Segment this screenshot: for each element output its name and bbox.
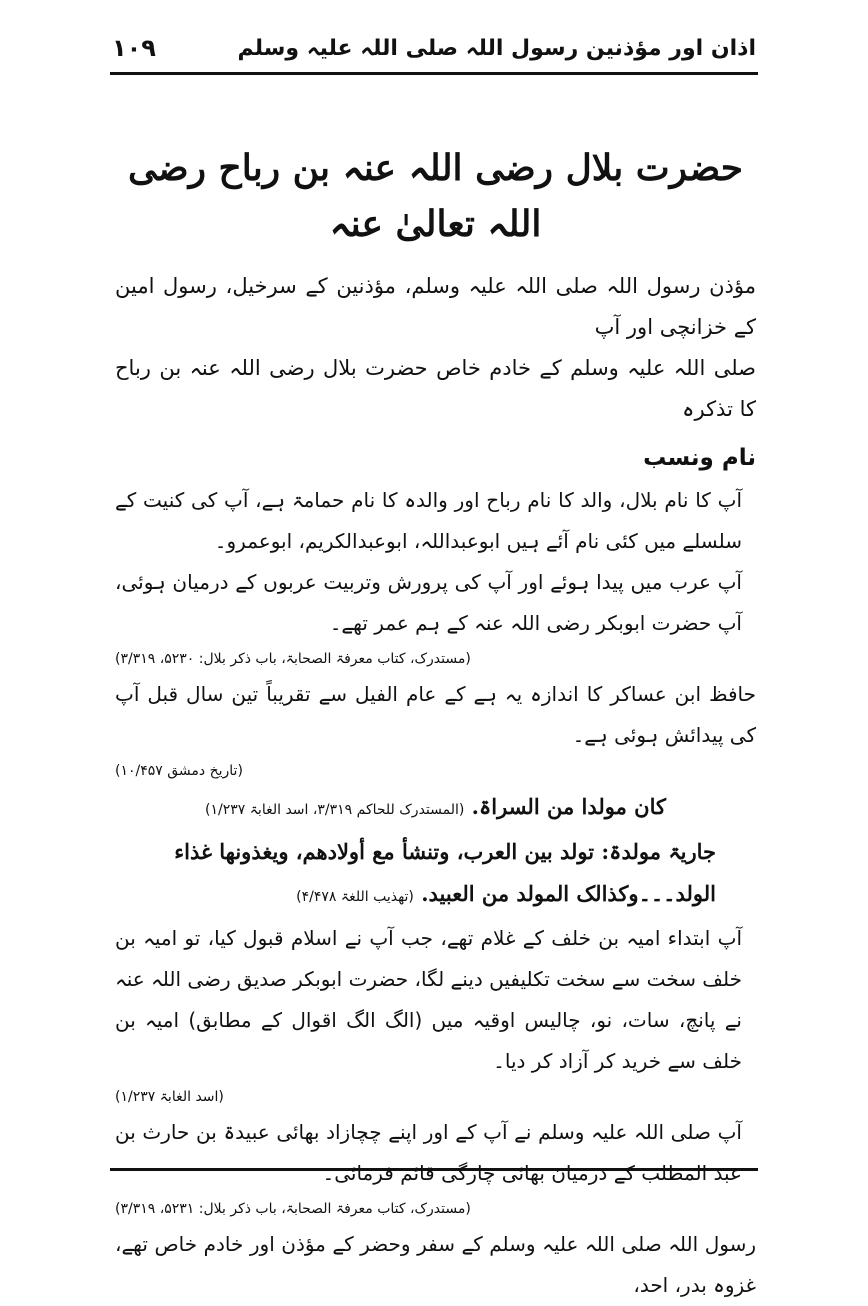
running-title: اذان اور مؤذنین رسول اللہ صلی اللہ علیہ وسلم <box>237 35 756 61</box>
reference-mustadrak-1: (مستدرک، کتاب معرفۃ الصحابۃ، باب ذکر بلال: ۵۲۳۰، ۳/۳۱۹) <box>115 651 471 667</box>
section-heading: نام ونسب <box>643 445 756 471</box>
paragraph-umayyah: آپ ابتداء امیہ بن خلف کے غلام تھے، جب آپ نے اسلام قبول کیا، تو امیہ بن خلف سخت سے سخت تکلیفیں دینے لگا، حضرت ابوبکر صدیق رضی اللہ عنہ نے پانچ، سات، نو، چالیس اوقیہ میں (الگ الگ اقوال کے مطابق) امیہ بن خلف سے خرید کر آزاد کر دیا۔ <box>114 926 742 1073</box>
paragraph-muadhin: رسول اللہ صلی اللہ علیہ وسلم کے سفر وحضر کے مؤذن اور خادم خاص تھے، غزوہ بدر، احد، <box>115 1232 756 1297</box>
paragraph-birth: آپ عرب میں پیدا ہوئے اور آپ کی پرورش وتربیت عربوں کے درمیان ہوئی، آپ حضرت ابوبکر رضی اللہ عنہ کے ہم عمر تھے۔ <box>115 570 742 635</box>
intro-line-1: مؤذن رسول اللہ صلی اللہ علیہ وسلم، مؤذنین کے سرخیل، رسول امین کے خزانچی اور آپ <box>115 274 756 339</box>
reference-mustadrak-2: (مستدرک، کتاب معرفۃ الصحابۃ، باب ذکر بلال: ۵۲۳۱، ۳/۳۱۹) <box>115 1201 471 1217</box>
paragraph-ibn-asakir: حافظ ابن عساکر کا اندازہ یہ ہے کے عام الفیل سے تقریباً تین سال قبل آپ کی پیدائش ہوئی ہے۔ <box>115 682 756 747</box>
chapter-title: حضرت بلال رضی اللہ عنہ بن رباح رضی اللہ تعالیٰ عنہ <box>128 147 743 245</box>
arabic-quote-1 <box>115 786 756 831</box>
page-number: ۱۰۹ <box>112 34 156 62</box>
arabic-quote-2-text: الولد۔۔۔وکذالک المولد من العبید. <box>421 881 716 906</box>
intro-line-2: صلی اللہ علیہ وسلم کے خادم خاص حضرت بلال رضی اللہ عنہ بن رباح کا تذکرہ <box>115 356 756 421</box>
reference-tarikh-dimashq: (تاریخ دمشق ۱۰/۴۵۷) <box>115 763 243 779</box>
page-body <box>115 140 756 1306</box>
arabic-quote-1-source: (المستدرک للحاکم ۳/۳۱۹، اسد الغابۃ ۱/۲۳۷) <box>205 802 465 818</box>
arabic-quote-2-line-1: جاریۃ مولدۃ: تولد بین العرب، وتنشأ مع أولادھم، ویغذونھا غذاء <box>174 839 716 864</box>
reference-usd-al-ghabah: (اسد الغابۃ ۱/۲۳۷) <box>115 1089 224 1105</box>
paragraph-name-lineage: آپ کا نام بلال، والد کا نام رباح اور والدہ کا نام حمامۃ ہے، آپ کی کنیت کے سلسلے میں کئی نام آئے ہیں ابوعبداللہ، ابوعبدالکریم، ابوعمرو۔ <box>115 488 742 553</box>
footer-rule <box>110 1168 758 1171</box>
header-rule <box>110 72 758 75</box>
arabic-quote-2-source: (تھذیب اللغۃ ۴/۴۷۸) <box>296 889 414 905</box>
paragraph-brotherhood: آپ صلی اللہ علیہ وسلم نے آپ کے اور اپنے چچازاد بھائی عبیدۃ بن حارث بن عبد المطلب کے درمیان بھائی چارگی قائم فرمائی۔ <box>115 1120 742 1185</box>
running-header <box>112 28 756 68</box>
arabic-quote-2-line-2 <box>115 873 756 918</box>
arabic-quote-1-text: کان مولدا من السراۃ. <box>471 794 666 819</box>
